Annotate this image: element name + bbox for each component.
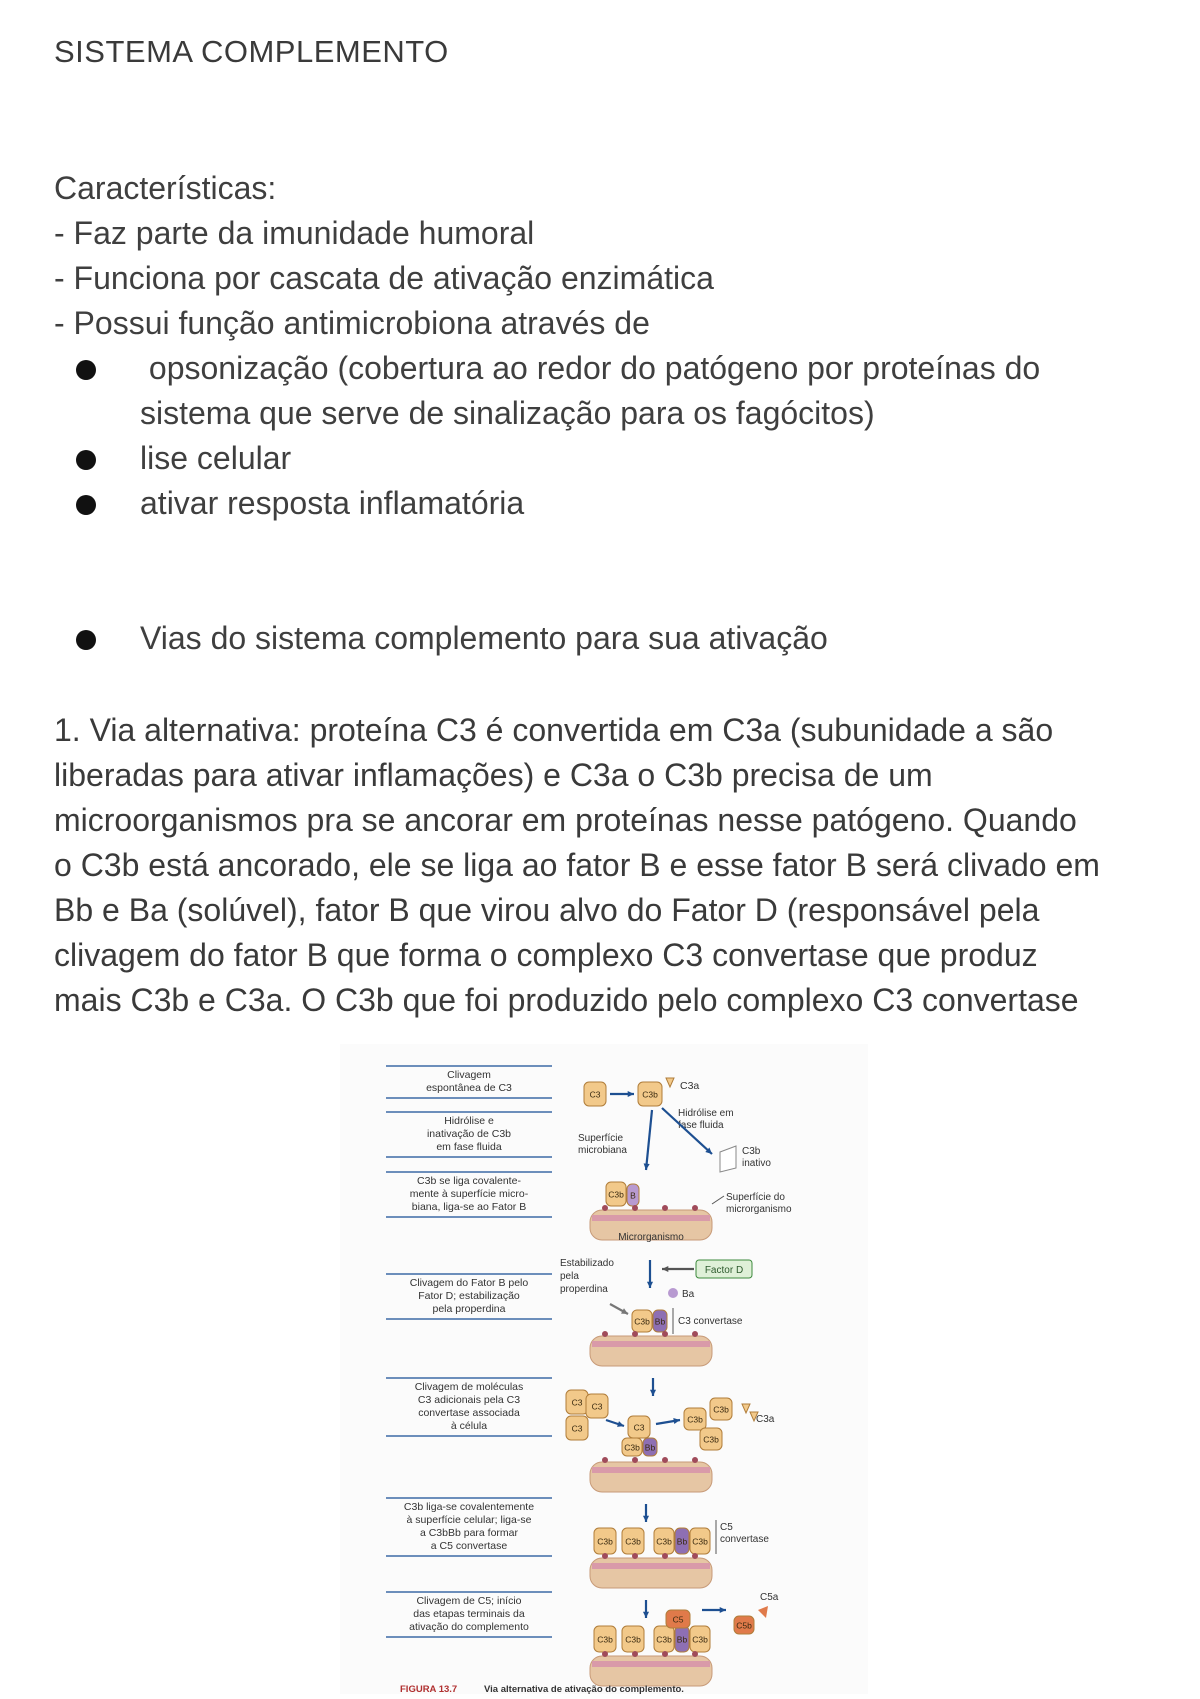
step-text: à superfície celular; liga-se [406,1514,532,1526]
c5-convertase-label: C5 [720,1522,733,1533]
protein-label: C3b [713,1404,729,1415]
membrane-receptor-icon [632,1553,638,1559]
protein-label: C3b [624,1442,640,1453]
membrane-receptor-icon [692,1457,698,1463]
binding-arrow-icon [646,1110,652,1170]
protein-label: C3b [597,1634,613,1645]
membrane-receptor-icon [662,1457,668,1463]
membrane-receptor-icon [602,1553,608,1559]
factor-d-arrow-icon-head [662,1266,668,1272]
c5a-fragment-icon [758,1606,768,1618]
step-text: Hidrólise e [444,1115,494,1127]
protein-label: C3b [692,1536,708,1547]
protein-label: C3 [571,1423,583,1434]
inactive-c3b-label: inativo [742,1158,771,1169]
step-text: inativação de C3b [426,1128,512,1140]
membrane-receptor-icon [662,1205,668,1211]
membrane-stripe [592,1661,710,1667]
ba-fragment-icon [668,1288,678,1298]
stabilization-arrow-icon-head [647,1282,653,1288]
bullet-text: opsonização (cobertura ao redor do patógeno por proteínas do [140,350,1041,386]
bullet-text-continued: sistema que serve de sinalização para os fagócitos) [140,395,875,431]
step-text: mente à superfície micro- [409,1188,529,1200]
membrane-icon [590,1336,712,1366]
bullet-icon [76,360,96,380]
protein-label: B [630,1190,636,1201]
protein-label: Bb [654,1316,666,1327]
bullet-text: lise celular [140,440,292,476]
protein-label: C3b [625,1634,641,1645]
characteristics-heading: Características: [54,170,277,206]
c3a-label: C3a [680,1080,700,1092]
c3-convertase-label: C3 convertase [678,1316,743,1327]
characteristics-section [54,166,714,346]
bullet-icon [76,450,96,470]
bullet-text: Vias do sistema complemento para sua ativação [140,620,828,656]
hydrolysis-label: Hidrólise em [678,1108,734,1119]
protein-label: C5 [672,1614,684,1625]
hydrolysis-label: fase fluida [678,1120,724,1131]
ba-label: Ba [682,1289,695,1300]
membrane-icon [590,1462,712,1492]
membrane-receptor-icon [632,1331,638,1337]
protein-label: C3 [591,1401,603,1412]
protein-label: C3b [634,1316,650,1327]
step-arrow-icon-head [650,1390,656,1396]
protein-label: Bb [676,1634,688,1645]
step-text: espontânea de C3 [426,1082,512,1094]
inactive-c3b-label: C3b [742,1146,761,1157]
protein-label: C3b [625,1536,641,1547]
paragraph-line: o C3b está ancorado, ele se liga ao fator B e esse fator B será clivado em [54,847,1100,883]
factor-d-label: Factor D [704,1265,744,1276]
function-bullet-list [54,346,1040,526]
membrane-receptor-icon [692,1553,698,1559]
membrane-receptor-icon [662,1331,668,1337]
membrane-receptor-icon [602,1457,608,1463]
membrane-receptor-icon [662,1553,668,1559]
complement-pathway-figure [340,1044,868,1694]
step-text: Fator D; estabilização [418,1290,520,1302]
characteristic-item: - Funciona por cascata de ativação enzimática [54,260,714,296]
step-text: Clivagem [447,1069,491,1081]
bullet-text: ativar resposta inflamatória [140,485,525,521]
c5-convertase-label: convertase [720,1534,769,1545]
protein-label: C3 [633,1422,645,1433]
surface-label: Superfície [578,1133,624,1144]
membrane-receptor-icon [692,1651,698,1657]
c5-cleavage-arrow-icon-head [720,1607,726,1613]
bullet-icon [76,495,96,515]
membrane-stripe [592,1215,710,1221]
membrane-receptor-icon [602,1205,608,1211]
paragraph-line: microorganismos pra se ancorar em proteínas nesse patógeno. Quando [54,802,1077,838]
protein-label: Bb [676,1536,688,1547]
c3a-fragment-icon [666,1078,674,1087]
paragraph-line: clivagem do fator B que forma o complexo C3 convertase que produz [54,937,1038,973]
step-text: C3b se liga covalente- [417,1175,521,1187]
cleavage-arrow-icon-head [628,1091,634,1097]
leader-line [712,1196,724,1204]
step-text: biana, liga-se ao Fator B [411,1201,527,1213]
membrane-icon [590,1656,712,1686]
bullet-icon [76,630,96,650]
membrane-receptor-icon [602,1331,608,1337]
page-title: SISTEMA COMPLEMENTO [54,34,449,69]
characteristic-item: - Faz parte da imunidade humoral [54,215,535,251]
c3a-fragment-icon [742,1404,750,1413]
micro-surface-label: microrganismo [726,1204,792,1215]
microorganism-label: Microrganismo [618,1232,684,1243]
bullet-item [54,616,828,661]
step-text: Clivagem do Fator B pelo [409,1277,529,1289]
stabilized-label: properdina [560,1284,608,1295]
c3a-label: C3a [756,1414,775,1425]
protein-label: C3b [608,1189,624,1200]
alternative-pathway-paragraph [54,708,1164,1023]
bullet-item [54,436,1040,481]
figure-caption-text: Via alternativa de ativação do complemento. [484,1684,684,1694]
inactive-c3b-icon [720,1146,736,1172]
paragraph-line: Bb e Ba (solúvel), fator B que virou alvo do Fator D (responsável pela [54,892,1040,928]
micro-surface-label: Superfície do [726,1192,785,1203]
protein-label: C3 [571,1397,583,1408]
protein-label: C3b [703,1434,719,1445]
step-text: convertase associada [418,1407,520,1419]
figure-caption-label: FIGURA 13.7 [400,1684,458,1694]
membrane-stripe [592,1467,710,1473]
bullet-item [54,481,1040,526]
protein-label: C3b [692,1634,708,1645]
protein-label: C3b [642,1089,658,1100]
protein-label: Bb [644,1442,656,1453]
pathway-diagram [340,1044,868,1694]
bullet-item [54,346,1040,436]
membrane-receptor-icon [632,1651,638,1657]
step-text: a C5 convertase [430,1540,508,1552]
c5a-label: C5a [760,1592,779,1603]
membrane-receptor-icon [632,1205,638,1211]
protein-label: C3 [589,1089,601,1100]
step-text: das etapas terminais da [413,1608,525,1620]
paragraph-line: mais C3b e C3a. O C3b que foi produzido pelo complexo C3 convertase [54,982,1079,1018]
protein-label: C5b [736,1620,752,1631]
membrane-receptor-icon [692,1331,698,1337]
step-text: Clivagem de moléculas [414,1381,524,1393]
step-text: a C3bBb para formar [419,1527,519,1539]
protein-label: C3b [656,1634,672,1645]
step-text: pela properdina [432,1303,506,1315]
protein-label: C3b [687,1414,703,1425]
membrane-receptor-icon [602,1651,608,1657]
protein-label: C3b [656,1536,672,1547]
pathways-bullet [54,616,828,661]
step-text: C3 adicionais pela C3 [417,1394,521,1406]
membrane-receptor-icon [692,1205,698,1211]
step-arrow-icon-head [643,1612,649,1618]
membrane-stripe [592,1341,710,1347]
membrane-stripe [592,1563,710,1569]
membrane-receptor-icon [662,1651,668,1657]
stabilized-label: Estabilizado [560,1258,614,1269]
membrane-icon [590,1558,712,1588]
surface-label: microbiana [578,1145,627,1156]
paragraph-line: 1. Via alternativa: proteína C3 é convertida em C3a (subunidade a são [54,712,1054,748]
step-arrow-icon-head [643,1516,649,1522]
step-text: ativação do complemento [409,1621,529,1633]
membrane-receptor-icon [632,1457,638,1463]
protein-label: C3b [597,1536,613,1547]
step-text: C3b liga-se covalentemente [403,1501,535,1513]
paragraph-line: liberadas para ativar inflamações) e C3a o C3b precisa de um [54,757,933,793]
stabilized-label: pela [560,1271,579,1282]
characteristic-item: - Possui função antimicrobiona através de [54,305,650,341]
step-text: Clivagem de C5; início [416,1595,522,1607]
step-text: em fase fluida [436,1141,502,1153]
step-text: à célula [450,1420,488,1432]
cleavage-arrow-icon-head [617,1421,624,1427]
